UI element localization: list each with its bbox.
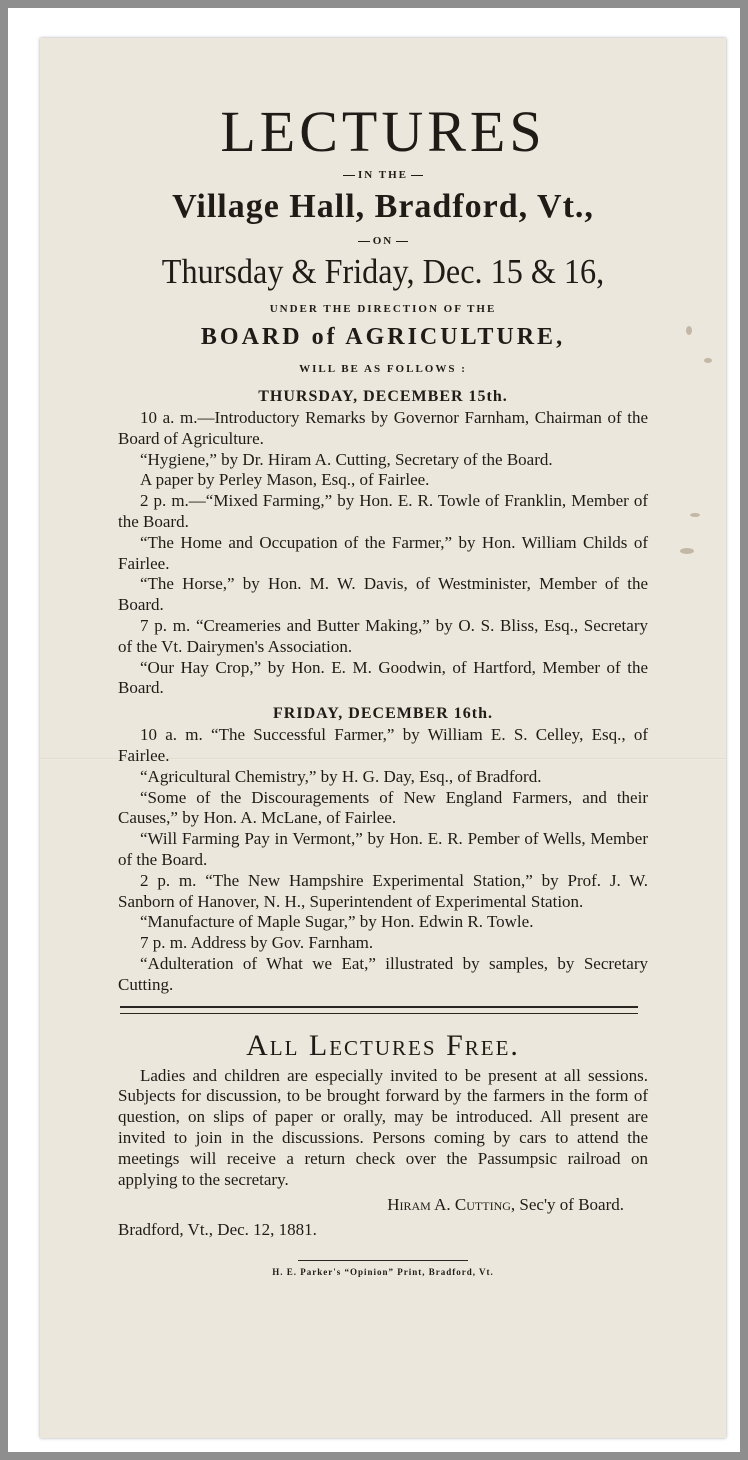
signature-name: Hiram A. Cutting — [387, 1195, 511, 1215]
notice-paragraph: Ladies and children are especially invited to be present at all sessions. Subjects for discussion, to be brought forward by the farmers in the form of question, on slips of paper or orally, may be introduced. All present are invited to join in the discussions. Persons coming by cars to attend the meetings will receive a return check over the Passumpsic railroad on applying to the secretary. — [118, 1065, 648, 1189]
schedule-item: 10 a. m. “The Successful Farmer,” by William E. S. Celley, Esq., of Fairlee. — [118, 725, 648, 765]
schedule-item: A paper by Perley Mason, Esq., of Fairlee. — [140, 470, 430, 490]
schedule-item: “The Horse,” by Hon. M. W. Davis, of Westminister, Member of the Board. — [118, 574, 648, 615]
schedule-item: 10 a. m.—Introductory Remarks by Governor Farnham, Chairman of the Board of Agriculture. — [118, 408, 648, 448]
in-the-text: IN THE — [357, 169, 408, 181]
all-lectures-free-heading: All Lectures Free. — [246, 1028, 520, 1062]
schedule-item: “Adulteration of What we Eat,” illustrated by samples, by Secretary Cutting. — [118, 953, 648, 994]
direction-line: UNDER THE DIRECTION OF THE — [269, 303, 497, 315]
double-rule-divider — [120, 1006, 638, 1014]
friday-schedule — [40, 725, 726, 995]
schedule-item: 2 p. m. “The New Hampshire Experimental Station,” by Prof. J. W. Sanborn of Hanover, N. H., Superintendent of Experimental Station. — [118, 870, 648, 911]
schedule-item: “Hygiene,” by Dr. Hiram A. Cutting, Secretary of the Board. — [140, 449, 553, 469]
broadside-content — [40, 38, 726, 1279]
schedule-item: “Our Hay Crop,” by Hon. E. M. Goodwin, of Hartford, Member of the Board. — [118, 657, 648, 698]
notice-paragraph-block — [40, 1066, 726, 1191]
board-line: BOARD of AGRICULTURE, — [200, 324, 566, 350]
photo-frame — [8, 8, 740, 1452]
thursday-heading: THURSDAY, DECEMBER 15th. — [258, 388, 508, 405]
schedule-item: 2 p. m.—“Mixed Farming,” by Hon. E. R. Towle of Franklin, Member of the Board. — [118, 491, 648, 531]
dateline: Bradford, Vt., Dec. 12, 1881. — [118, 1220, 317, 1240]
schedule-item: “Agricultural Chemistry,” by H. G. Day, Esq., of Bradford. — [140, 766, 542, 786]
schedule-item: “The Home and Occupation of the Farmer,” by Hon. William Childs of Fairlee. — [118, 532, 648, 573]
dates-line: Thursday & Friday, Dec. 15 & 16, — [161, 252, 605, 291]
schedule-item: “Will Farming Pay in Vermont,” by Hon. E. R. Pember of Wells, Member of the Board. — [118, 829, 648, 869]
signature-title: , Sec'y of Board. — [510, 1195, 624, 1215]
signature-line — [40, 1194, 726, 1216]
schedule-item: “Manufacture of Maple Sugar,” by Hon. Edwin R. Towle. — [140, 912, 534, 932]
follows-line: WILL BE AS FOLLOWS : — [299, 363, 467, 375]
printer-rule — [298, 1260, 468, 1261]
schedule-item: “Some of the Discouragements of New England Farmers, and their Causes,” by Hon. A. McLane, of Fairlee. — [118, 787, 648, 828]
broadside-paper — [40, 38, 726, 1438]
thursday-schedule — [40, 408, 726, 699]
in-the-line — [40, 168, 726, 182]
printer-imprint: H. E. Parker's “Opinion” Print, Bradford, Vt. — [272, 1267, 494, 1278]
schedule-item: 7 p. m. Address by Gov. Farnham. — [140, 933, 374, 953]
venue-line: Village Hall, Bradford, Vt., — [172, 188, 594, 225]
on-text: ON — [372, 235, 394, 247]
on-line — [40, 234, 726, 248]
friday-heading: FRIDAY, DECEMBER 16th. — [273, 705, 493, 723]
main-title: LECTURES — [220, 99, 546, 164]
schedule-item: 7 p. m. “Creameries and Butter Making,” by O. S. Bliss, Esq., Secretary of the Vt. Dairymen's Association. — [118, 615, 648, 656]
